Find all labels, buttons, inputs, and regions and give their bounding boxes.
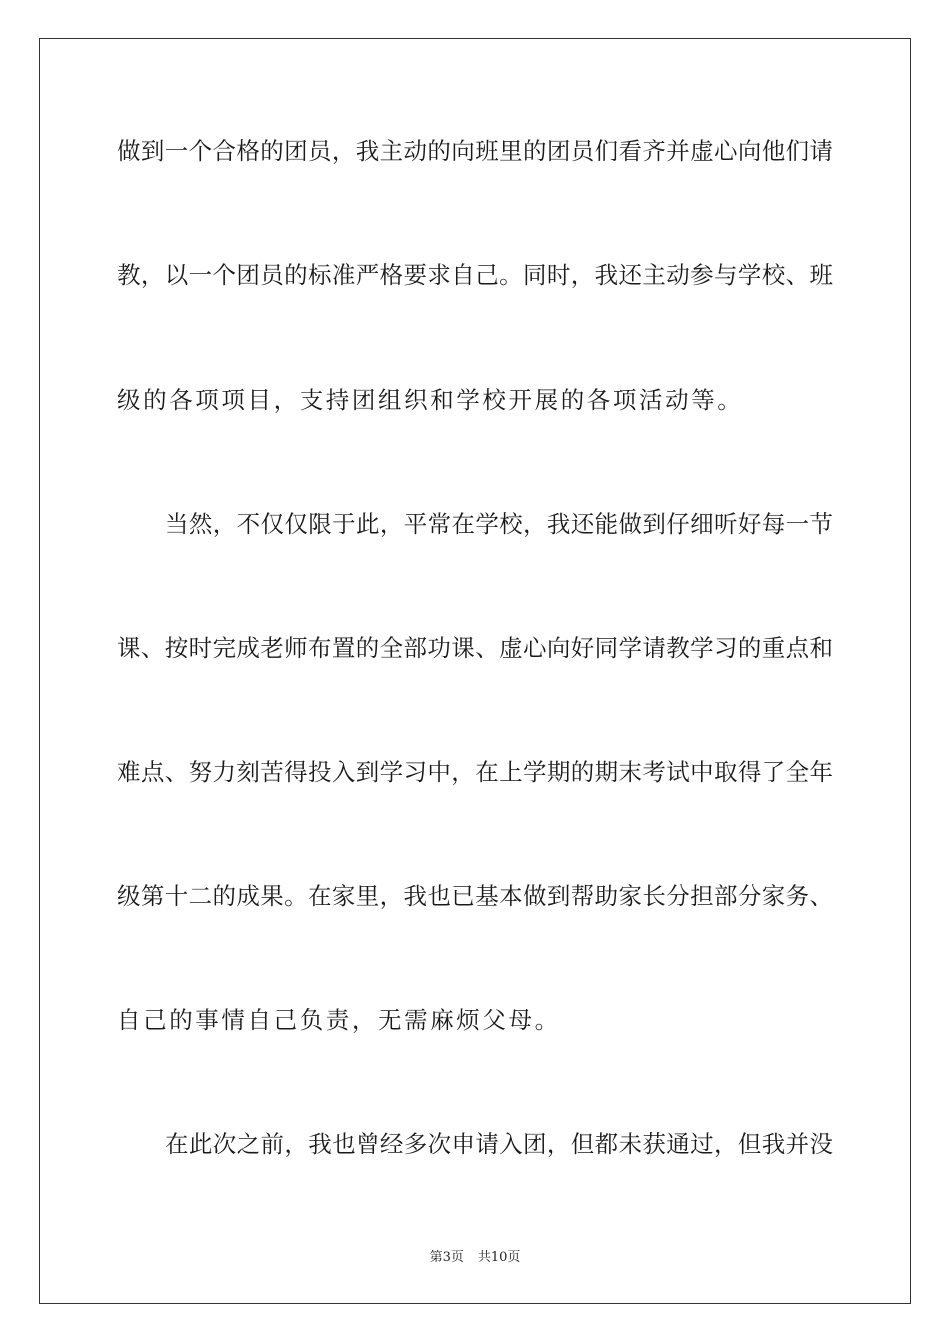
paragraph-line-5: 课、按时完成老师布置的全部功课、虚心向好同学请教学习的重点和 — [117, 634, 833, 662]
paragraph-line-3: 级的各项项目，支持团组织和学校开展的各项活动等。 — [117, 386, 744, 414]
paragraph-line-7: 级第十二的成果。在家里，我也已基本做到帮助家长分担部分家务、 — [117, 882, 833, 910]
paragraph-line-2: 教，以一个团员的标准严格要求自己。同时，我还主动参与学校、班 — [117, 261, 833, 289]
paragraph-line-9: 在此次之前，我也曾经多次申请入团，但都未获通过，但我并没 — [165, 1130, 833, 1158]
paragraph-line-8: 自己的事情自己负责，无需麻烦父母。 — [117, 1006, 561, 1034]
paragraph-line-6: 难点、努力刻苦得投入到学习中，在上学期的期末考试中取得了全年 — [117, 758, 833, 786]
paragraph-line-1: 做到一个合格的团员，我主动的向班里的团员们看齐并虚心向他们请 — [117, 137, 833, 165]
page-border — [39, 38, 911, 1304]
page-number: 第3页 — [429, 1250, 464, 1265]
paragraph-line-4: 当然，不仅仅限于此，平常在学校，我还能做到仔细听好每一节 — [165, 510, 833, 538]
page-total: 共10页 — [477, 1250, 521, 1265]
page-footer — [0, 1246, 950, 1265]
